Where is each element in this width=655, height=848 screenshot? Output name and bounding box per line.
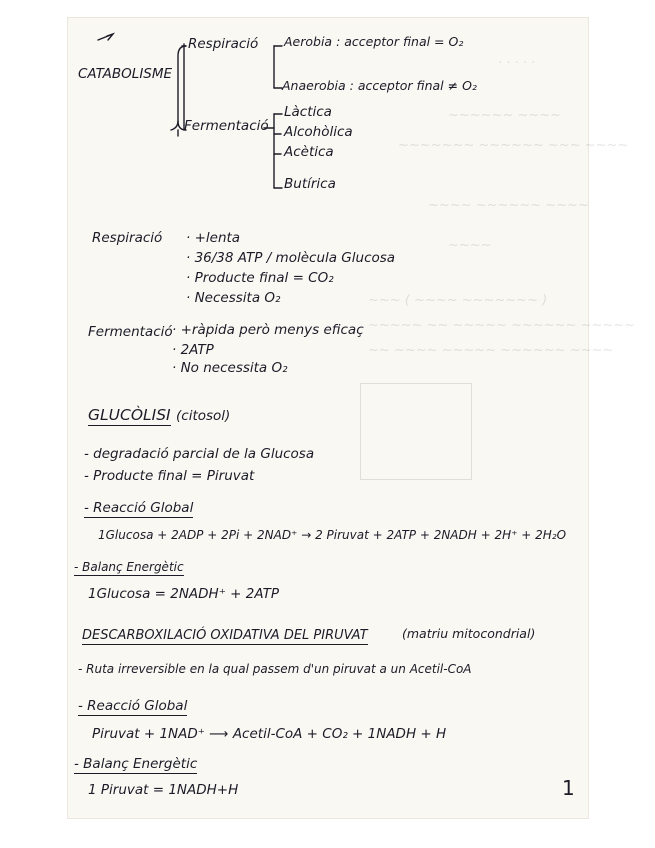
descarboxilacio-point: - Ruta irreversible en la qual passem d'un piruvat a un Acetil-CoA [78,662,472,676]
glucolisi-location: (citosol) [176,408,231,424]
glucolisi-title: GLUCÒLISI [88,406,171,424]
glucolisi-balance: 1Glucosa = 2NADH⁺ + 2ATP [88,586,279,602]
resp-point-1: · +lenta [186,230,241,246]
ferm-point-3: · No necessita O₂ [172,360,288,376]
resp-point-4: · Necessita O₂ [186,290,281,306]
resp-point-2: · 36/38 ATP / molècula Glucosa [186,250,396,266]
ferm-point-2: · 2ATP [172,342,214,358]
page-number: 1 [562,776,575,800]
notebook-page: · · · · · ~~~~~~ ~~~~ ~~~~~~~ ~~~~~~ ~~~ ~~~~ ~~~~ ~~~~~~ ~~~~ ~~~~ ~~~ ( ~~~~ ~~~~~~~ ) ~~~~~ ~~ ~~~~~ ~~~~~~ ~~~~~ ~~ ~~~~ ~~~~~ ~~~~~~ ~~~~ CATABOLISME Respiració Aerobia : acceptor final = O₂ Anaerobia : acceptor final ≠ O₂ Fermentació Làctica Alcohòlica Acètica Butírica Respiració · +lenta · 36/38 ATP / molècula Glucosa · Producte final = CO₂ · Necessita O₂ Fermentació · +ràpida però menys eficaç · 2ATP · No necessita O₂ GLUCÒLISI (citosol) - degradació parcial de la Glucosa - Producte final = Piruvat - Reacció Global 1Glucosa + 2ADP + 2Pi + 2NAD⁺ → 2 Piruvat + 2ATP + 2NADH + 2H⁺ + 2H₂O - Balanç Energètic 1Glucosa = 2NADH⁺ + 2ATP DESCARBOXILACIÓ OXIDATIVA DEL PIRUVAT (matriu mitocondrial) - Ruta irreversible en la qual passem d'un piruvat a un Acetil-CoA - Reacció Global Piruvat + 1NAD⁺ ⟶ Acetil-CoA + CO₂ + 1NADH + H - Balanç Energètic 1 Piruvat = 1NADH+H 1 [68,18,588,818]
glucolisi-balance-label: - Balanç Energètic [74,560,184,574]
fermentacio-branch: Fermentació [184,118,269,134]
resp-point-3: · Producte final = CO₂ [186,270,334,286]
comparison-resp-label: Respiració [92,230,163,246]
glucolisi-reaction-label: - Reacció Global [84,500,194,516]
ferm-type-acetica: Acètica [284,144,334,160]
ferm-type-lactica: Làctica [284,104,332,120]
glucolisi-reaction: 1Glucosa + 2ADP + 2Pi + 2NAD⁺ → 2 Piruvat + 2ATP + 2NADH + 2H⁺ + 2H₂O [98,528,567,542]
glucolisi-point-2: - Producte final = Piruvat [84,468,255,484]
respiracio-branch: Respiració [188,36,259,52]
aerobia-branch: Aerobia : acceptor final = O₂ [284,34,464,49]
anaerobia-branch: Anaerobia : acceptor final ≠ O₂ [282,78,477,93]
glucolisi-point-1: - degradació parcial de la Glucosa [84,446,315,462]
ferm-point-1: · +ràpida però menys eficaç [172,322,364,338]
ferm-type-alcoholica: Alcohòlica [284,124,353,140]
descarboxilacio-reaction-label: - Reacció Global [78,698,188,714]
ferm-type-butirica: Butírica [284,176,336,192]
descarboxilacio-reaction: Piruvat + 1NAD⁺ ⟶ Acetil-CoA + CO₂ + 1NADH + H [92,726,447,742]
descarboxilacio-balance: 1 Piruvat = 1NADH+H [88,782,239,798]
descarboxilacio-balance-label: - Balanç Energètic [74,756,198,772]
comparison-ferm-label: Fermentació [88,324,173,340]
catabolism-title: CATABOLISME [78,66,173,82]
descarboxilacio-location: (matriu mitocondrial) [402,626,536,641]
descarboxilacio-title: DESCARBOXILACIÓ OXIDATIVA DEL PIRUVAT [82,628,368,643]
